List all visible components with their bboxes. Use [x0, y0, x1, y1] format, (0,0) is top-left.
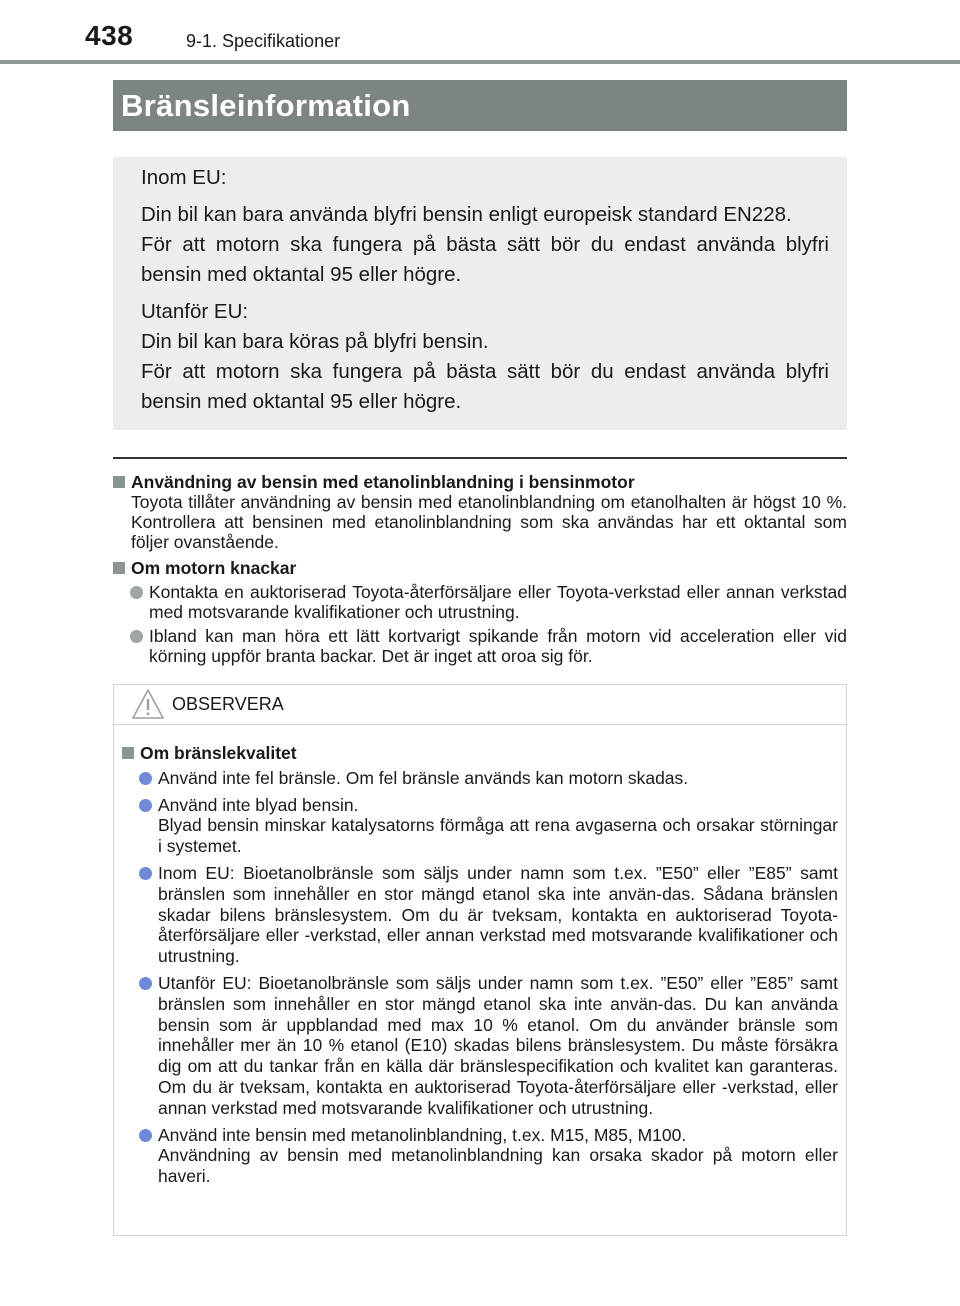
list-item: Använd inte fel bränsle. Om fel bränsle används kan motorn skadas.	[122, 768, 838, 789]
list-item: Utanför EU: Bioetanolbränsle som säljs under namn som t.ex. ”E50” eller ”E85” samt bränslen som innehåller en stor mängd etanol ska inte använ-das. Du kan använda bensin som är uppblandad med max 10 % etanol. Om du använder bränsle som innehåller mer än 10 % etanol (E10) skadas bilens bränslesystem. Du måste försäkra dig om att du tankar från en källa där bränslespecifikation och kvalitet kan garanteras. Om du är tveksam, kontakta en auktoriserad Toyota-återförsäljare eller -verkstad, eller annan verkstad med motsvarande kvalifikationer och utrustning.	[122, 973, 838, 1119]
ethanol-section-title: Användning av bensin med etanolinblandning i bensinmotor	[113, 472, 847, 492]
page-title: Bränsleinformation	[113, 80, 847, 131]
non-eu-text-2: För att motorn ska fungera på bästa sätt bör du endast använda blyfri bensin med oktantal 95 eller högre.	[141, 360, 829, 413]
non-eu-text-1: Din bil kan bara köras på blyfri bensin.	[141, 330, 489, 353]
square-bullet-icon	[113, 476, 125, 488]
non-eu-label: Utanför EU:	[141, 300, 249, 323]
eu-text-1: Din bil kan bara använda blyfri bensin enligt europeisk standard EN228.	[141, 203, 792, 226]
list-item: Använd inte bensin med metanolinblandning, t.ex. M15, M85, M100. Användning av bensin med metanolinblandning kan orsaka skador på motorn eller haveri.	[122, 1125, 838, 1187]
list-item-detail: Blyad bensin minskar katalysatorns förmåga att rena avgaserna och orsakar störningar i systemet.	[158, 815, 838, 857]
fuel-quality-title: Om bränslekvalitet	[122, 743, 838, 764]
circle-bullet-icon	[139, 799, 152, 812]
circle-bullet-icon	[139, 1129, 152, 1142]
fuel-info-box	[113, 157, 847, 430]
circle-bullet-icon	[139, 867, 152, 880]
warning-triangle-icon	[131, 688, 165, 720]
eu-text-2: För att motorn ska fungera på bästa sätt bör du endast använda blyfri bensin med oktantal 95 eller högre.	[141, 233, 829, 286]
list-item: Inom EU: Bioetanolbränsle som säljs under namn som t.ex. ”E50” eller ”E85” samt bränslen som innehåller en stor mängd etanol ska inte använ-das. Sådana bränslen skadar bilens bränslesystem. Om du är tveksam, kontakta en auktoriserad Toyota-återförsäljare eller -verkstad, eller annan verkstad med motsvarande kvalifikationer och utrustning.	[122, 863, 838, 967]
section-header: 9-1. Specifikationer	[186, 31, 341, 51]
eu-label: Inom EU:	[141, 166, 227, 189]
list-item: Kontakta en auktoriserad Toyota-återförsäljare eller Toyota-verkstad eller annan verkstad med motsvarande kvalifikationer och utrustning.	[113, 582, 847, 622]
circle-bullet-icon	[130, 630, 143, 643]
circle-bullet-icon	[130, 586, 143, 599]
section-divider	[113, 457, 847, 459]
circle-bullet-icon	[139, 977, 152, 990]
warning-box	[113, 684, 847, 1236]
list-item-detail: Användning av bensin med metanolinblandning kan orsaka skador på motorn eller haveri.	[158, 1145, 838, 1187]
list-item: Ibland kan man höra ett lätt kortvarigt spikande från motorn vid acceleration eller vid körning uppför branta backar. Det är inget att oroa sig för.	[113, 626, 847, 666]
warning-label: OBSERVERA	[172, 694, 284, 714]
square-bullet-icon	[122, 747, 134, 759]
warning-header	[114, 685, 846, 725]
square-bullet-icon	[113, 562, 125, 574]
knock-section-title: Om motorn knackar	[113, 558, 847, 578]
ethanol-section-text: Toyota tillåter användning av bensin med etanolinblandning om etanolhalten är högst 10 %. Kontrollera att bensinen med etanolinblandning som ska användas har ett oktantal som följer ovanstående.	[131, 492, 847, 552]
header-divider	[0, 60, 960, 64]
list-item: Använd inte blyad bensin. Blyad bensin minskar katalysatorns förmåga att rena avgaserna och orsakar störningar i systemet.	[122, 795, 838, 857]
page-number: 438	[85, 20, 134, 51]
circle-bullet-icon	[139, 772, 152, 785]
body-sections	[113, 472, 847, 666]
warning-body	[114, 725, 846, 1187]
